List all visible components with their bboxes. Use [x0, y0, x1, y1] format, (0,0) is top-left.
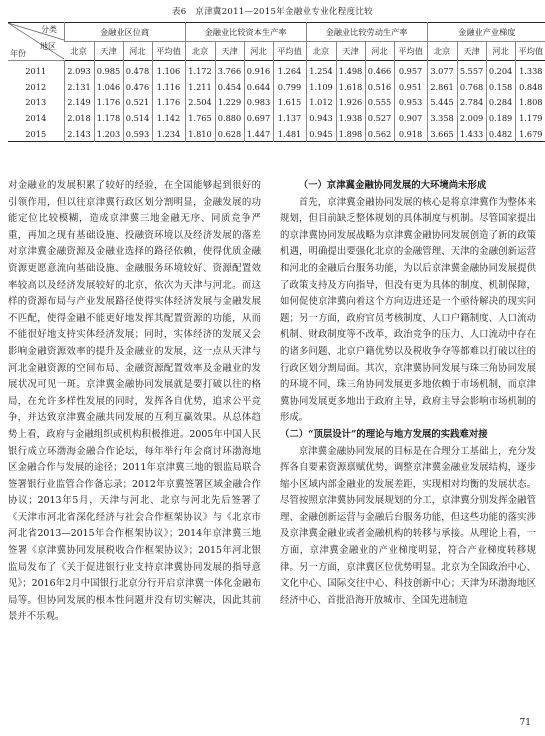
group-header: 金融业比较资本生产率 — [185, 23, 306, 42]
value-cell: 1.203 — [94, 126, 123, 142]
year-cell: 2013 — [25, 97, 47, 108]
value-cell: 0.466 — [365, 61, 394, 79]
value-cell: 1.137 — [273, 110, 306, 126]
value-cell: 0.476 — [123, 79, 152, 95]
value-cell: 0.158 — [486, 79, 515, 95]
value-cell: 0.880 — [215, 110, 244, 126]
value-cell: 1.447 — [244, 126, 273, 142]
value-cell: 2.018 — [64, 110, 94, 126]
value-cell: 0.907 — [394, 110, 427, 126]
value-cell: 1.142 — [152, 110, 185, 126]
column-header: 河北 — [244, 42, 273, 61]
table-corner-cell — [8, 23, 64, 61]
value-cell: 1.938 — [336, 110, 365, 126]
value-cell: 0.918 — [394, 126, 427, 142]
value-cell: 0.953 — [394, 94, 427, 110]
value-cell: 1.046 — [94, 79, 123, 95]
value-cell: 0.189 — [486, 110, 515, 126]
value-cell: 0.482 — [486, 126, 515, 142]
value-cell: 0.916 — [244, 61, 273, 79]
value-cell: 2.504 — [185, 94, 215, 110]
value-cell: 1.116 — [152, 79, 185, 95]
table-row — [8, 61, 545, 79]
value-cell: 0.527 — [365, 110, 394, 126]
value-cell: 1.481 — [273, 126, 306, 142]
value-cell: 5.557 — [457, 61, 486, 79]
value-cell: 0.768 — [457, 79, 486, 95]
value-cell: 1.810 — [185, 126, 215, 142]
column-header: 天津 — [336, 42, 365, 61]
column-header: 天津 — [94, 42, 123, 61]
value-cell: 1.109 — [306, 79, 336, 95]
value-cell: 1.618 — [336, 79, 365, 95]
value-cell: 2.009 — [457, 110, 486, 126]
section-heading: （二）“顶层设计”的理论与地方发展的实践难对接 — [280, 428, 488, 440]
value-cell: 3.077 — [427, 61, 457, 79]
value-cell: 0.514 — [123, 110, 152, 126]
value-cell: 3.665 — [427, 126, 457, 142]
corner-label-region: 地区 — [40, 42, 56, 51]
table-row — [8, 126, 545, 142]
value-cell: 0.454 — [215, 79, 244, 95]
value-cell: 1.178 — [94, 110, 123, 126]
column-header: 河北 — [123, 42, 152, 61]
value-cell: 2.149 — [64, 94, 94, 110]
value-cell: 1.254 — [306, 61, 336, 79]
column-header: 北京 — [427, 42, 457, 61]
page-number: 71 — [519, 718, 531, 728]
body-paragraph: 对金融业的发展积累了较好的经验，在全国能够起到很好的引领作用，但以往京津冀行政区划分割明显，金融发展的功能定位比较模糊，造成京津冀三地金融无序、同质竞争严重，再加之现有基础设施、投融资环境以及经济发展的落差对京津冀金融资源及金融业选择的路径依赖，使得优质金融资源更愿意流向基础设施、金融服务环境较好、资源配置效率较高以及经济发展较好的北京，依次为天津与河北。而这样的资源布局与产业发展路径使得实体经济发展与金融发展不匹配，使得金融不能更好地发挥其配置资源的功能，从而不能很好地支持实体经济发展；同时，实体经济的发展又会影响金融资源效率的提升及金融业的发展，这一点从天津与河北金融资源的空间布局、金融资源配置效率及金融业的发展状况可见一斑。京津冀金融协同发展就是要打破以往的格局，在允许多样性发展的同时，发挥各自优势，追求公平竞争，并达致京津冀金融共同发展的互利互赢效果。从总体趋势上看，政府与金融组织或机构积极推进。2005年中国人民银行成立环渤海金融合作论坛，每年举行年会商讨环渤海地区金融合作与发展的途径；2011年京津冀三地的银监局联合签署银行业监管合作备忘录；2012年京冀签署区域金融合作协议；2013年5月，天津与河北、北京与河北先后签署了《天津市河北省深化经济与社会合作框架协议》与《北京市河北省2013—2015年合作框架协议》；2014年京津冀三地签署《京津冀协同发展税收合作框架协议》；2015年河北银监局发布了《关于促进银行业支持京津冀协同发展的指导意见》；2016年2月中国银行北京分行开启京津冀一体化金融布局等。但协同发展的根本性问题并没有切实解决，因此其前景并不乐观。 — [8, 180, 261, 623]
value-cell: 0.983 — [244, 94, 273, 110]
value-cell: 5.445 — [427, 94, 457, 110]
year-cell: 2011 — [25, 65, 47, 76]
value-cell: 0.516 — [365, 79, 394, 95]
value-cell: 0.628 — [215, 126, 244, 142]
value-cell: 2.861 — [427, 79, 457, 95]
value-cell: 1.679 — [515, 126, 545, 142]
year-cell: 2012 — [25, 81, 47, 92]
value-cell: 2.143 — [64, 126, 94, 142]
value-cell: 1.433 — [457, 126, 486, 142]
value-cell: 2.784 — [457, 94, 486, 110]
value-cell: 1.898 — [336, 126, 365, 142]
value-cell: 1.926 — [336, 94, 365, 110]
group-header: 金融业比较劳动生产率 — [306, 23, 427, 42]
value-cell: 0.985 — [94, 61, 123, 79]
column-header: 天津 — [457, 42, 486, 61]
table-row — [8, 94, 545, 110]
value-cell: 0.945 — [306, 126, 336, 142]
column-header: 天津 — [215, 42, 244, 61]
value-cell: 0.644 — [244, 79, 273, 95]
value-cell: 1.264 — [273, 61, 306, 79]
value-cell: 1.765 — [185, 110, 215, 126]
corner-label-year: 年份 — [10, 49, 26, 58]
value-cell: 0.697 — [244, 110, 273, 126]
value-cell: 1.012 — [306, 94, 336, 110]
column-header: 平均值 — [273, 42, 306, 61]
value-cell: 1.172 — [185, 61, 215, 79]
subheader-row — [8, 42, 545, 61]
value-cell: 1.498 — [336, 61, 365, 79]
section-heading: （一）京津冀金融协同发展的大环境尚未形成 — [298, 180, 487, 191]
value-cell: 3.358 — [427, 110, 457, 126]
value-cell: 1.338 — [515, 61, 545, 79]
body-paragraph: 首先，京津冀金融协同发展的核心是将京津冀作为整体来规划，但目前缺乏整体规划的具体制度与机制。尽管国家提出的京津冀协同发展战略为京津冀金融协同发展创造了新的政策机遇，明确提出要强化北京的金融管理、天津的金融创新运营和河北的金融后台服务功能，为以后京津冀金融协同发展提供了政策支持及方向指导，但没有更为具体的制度、机制保障，如何促使京津冀向着这个方向迈进还是一个亟待解决的现实问题；另一方面，政府官员考核制度、人口户籍制度、人口流动机制、财政制度等不改革，政治竞争的压力、人口流动中存在的诸多问题、北京户籍优势以及税收争夺等都难以打破以往的行政区划分割局面。其次，京津冀协同发展与珠三角协同发展的环境不同，珠三角协同发展更多地依赖于市场机制，而京津冀协同发展更多地出于政府主导，政府主导会影响市场机制的形成。 — [280, 196, 536, 424]
value-cell: 1.229 — [215, 94, 244, 110]
year-cell: 2015 — [25, 128, 47, 139]
table-caption: 表6 京津冀2011—2015年金融业专业化程度比较 — [172, 7, 373, 17]
value-cell: 0.478 — [123, 61, 152, 79]
column-header: 北京 — [185, 42, 215, 61]
value-cell: 3.766 — [215, 61, 244, 79]
value-cell: 1.234 — [152, 126, 185, 142]
corner-label-category: 分类 — [41, 25, 57, 34]
column-header: 平均值 — [394, 42, 427, 61]
value-cell: 1.615 — [273, 94, 306, 110]
value-cell: 0.562 — [365, 126, 394, 142]
value-cell: 0.957 — [394, 61, 427, 79]
column-header: 河北 — [486, 42, 515, 61]
value-cell: 0.555 — [365, 94, 394, 110]
value-cell: 1.808 — [515, 94, 545, 110]
value-cell: 1.106 — [152, 61, 185, 79]
value-cell: 1.179 — [515, 110, 545, 126]
column-header: 北京 — [306, 42, 336, 61]
table-row — [8, 79, 545, 95]
column-header: 平均值 — [152, 42, 185, 61]
left-text-column — [8, 178, 261, 626]
value-cell: 0.848 — [515, 79, 545, 95]
value-cell: 2.093 — [64, 61, 94, 79]
column-header: 河北 — [365, 42, 394, 61]
column-header: 平均值 — [515, 42, 545, 61]
value-cell: 0.799 — [273, 79, 306, 95]
right-text-column — [280, 178, 536, 609]
value-cell: 0.521 — [123, 94, 152, 110]
value-cell: 0.943 — [306, 110, 336, 126]
year-cell: 2014 — [25, 112, 47, 123]
specialization-table — [8, 22, 545, 142]
value-cell: 0.951 — [394, 79, 427, 95]
value-cell: 1.176 — [152, 94, 185, 110]
column-header: 北京 — [70, 45, 87, 56]
value-cell: 2.131 — [64, 79, 94, 95]
group-header: 金融业区位商 — [64, 23, 185, 42]
body-paragraph: 京津冀金融协同发展的目标是在合理分工基础上，充分发挥各自要素资源禀赋优势，调整京津冀金融业发展结构，逐步缩小区域内部金融业的发展差距，实现相对均衡的发展状态。尽管按照京津冀协同发展规划的分工，京津冀分别发挥金融管理、金融创新运营与金融后台服务功能，但这些功能的落实涉及京津冀金融业或者金融机构的转移与承接。从理论上看，一方面，京津冀金融业的产业梯度明显，符合产业梯度转移规律。另一方面，京津冀区位优势明显。北京为全国政治中心、文化中心、国际交往中心、科技创新中心；天津为环渤海地区经济中心、首批沿海开放城市、全国先进制造 — [280, 445, 536, 606]
value-cell: 0.204 — [486, 61, 515, 79]
value-cell: 0.284 — [486, 94, 515, 110]
group-header: 金融业产业梯度 — [427, 23, 545, 42]
value-cell: 1.211 — [185, 79, 215, 95]
value-cell: 0.593 — [123, 126, 152, 142]
table-row — [8, 110, 545, 126]
table-body — [8, 61, 545, 142]
value-cell: 1.176 — [94, 94, 123, 110]
